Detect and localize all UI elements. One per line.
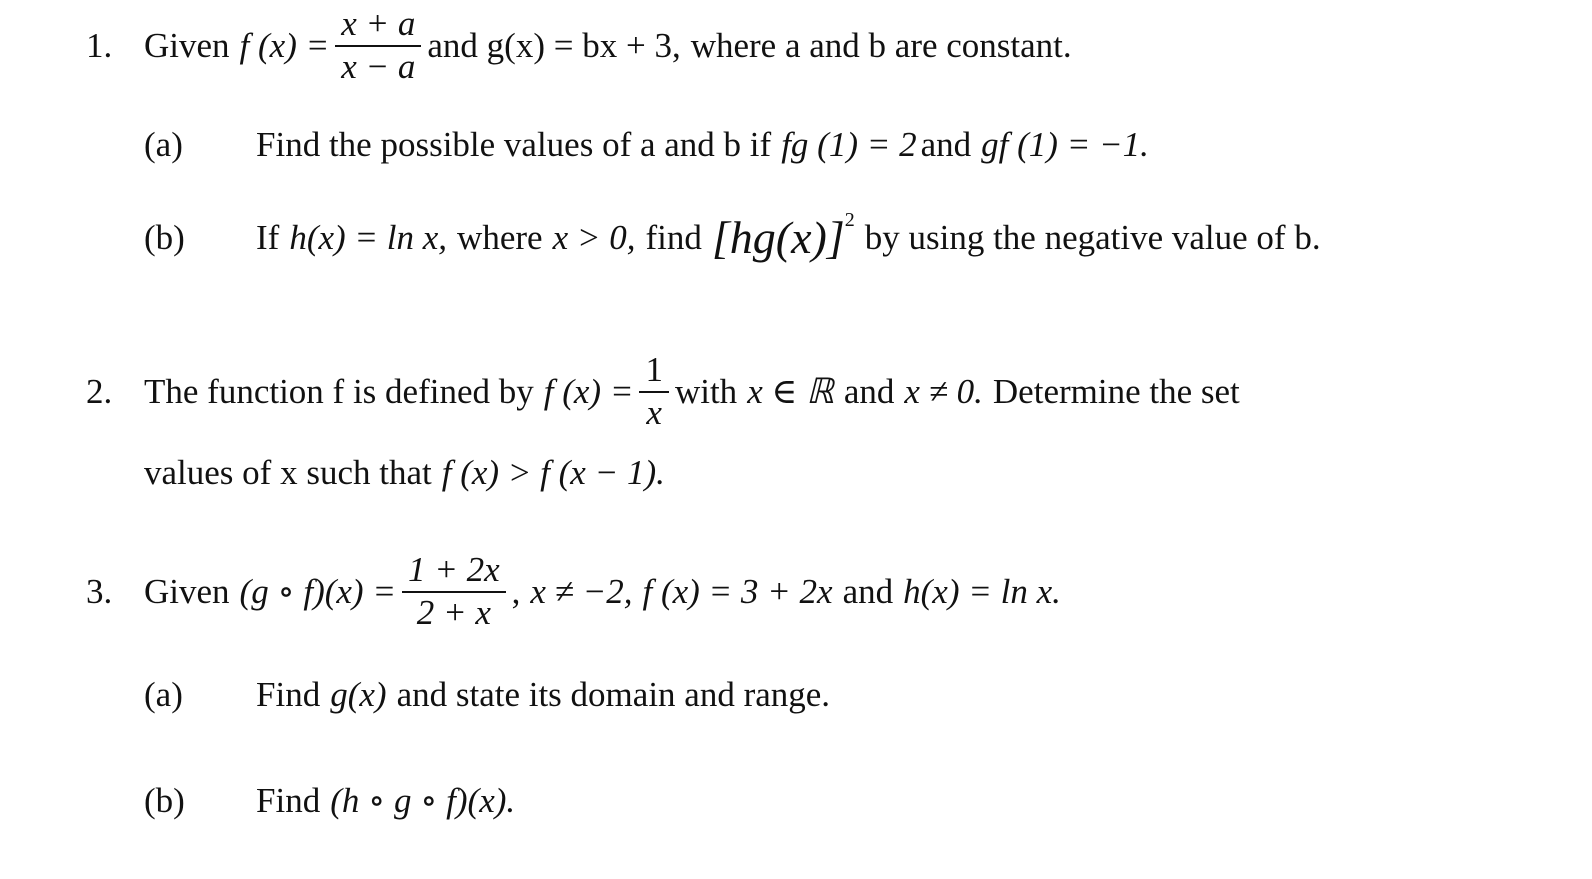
q2-text1: The function f is defined by xyxy=(144,372,534,411)
q2-and: and xyxy=(843,372,895,411)
q3-and: and xyxy=(842,572,894,611)
q2-number: 2. xyxy=(86,372,113,411)
q3b-find: Find xyxy=(256,781,321,820)
q2-line2 xyxy=(144,450,665,496)
q1-f-denominator: x − a xyxy=(341,47,416,86)
q1a-cond1: fg (1) = 2 xyxy=(781,125,917,164)
q3-line xyxy=(86,552,1061,632)
q2-f-numerator: 1 xyxy=(645,350,663,390)
q3-fdef: f (x) = 3 + 2x xyxy=(642,572,833,611)
q3b-line xyxy=(144,776,515,826)
q3a-expr: g(x) xyxy=(330,675,387,714)
q2-domain: x ∈ ℝ xyxy=(747,372,834,411)
q2-tail: Determine the set xyxy=(992,372,1240,411)
q3a-label: (a) xyxy=(144,675,183,714)
q2-with: with xyxy=(674,372,738,411)
q1b-line xyxy=(144,210,1321,266)
q2-f-lhs: f (x) = xyxy=(543,372,634,411)
q1a-text: Find the possible values of a and b if xyxy=(256,125,772,164)
q3-cond: x ≠ −2, xyxy=(530,572,633,611)
q3-number: 3. xyxy=(86,572,113,611)
q1b-find: find xyxy=(645,218,702,257)
q2-f-denominator: x xyxy=(646,393,662,432)
q1b-if: If xyxy=(256,218,280,257)
q1a-cond2: gf (1) = −1. xyxy=(981,125,1149,164)
q3b-label: (b) xyxy=(144,781,185,820)
q2-cond: x ≠ 0. xyxy=(904,372,983,411)
q3b-expr: (h ∘ g ∘ f)(x). xyxy=(330,781,516,820)
q2-line1 xyxy=(86,352,1240,432)
q1-number: 1. xyxy=(86,26,113,65)
q1a-line xyxy=(144,122,1149,168)
q1-f-numerator: x + a xyxy=(341,4,416,44)
q1b-cond: x > 0, xyxy=(552,218,636,257)
q3-hdef: h(x) = ln x. xyxy=(903,572,1061,611)
q1a-and: and xyxy=(920,125,972,164)
q3-fraction xyxy=(402,552,506,632)
q3-given: Given xyxy=(144,572,230,611)
q2-inequality: f (x) > f (x − 1). xyxy=(441,453,665,492)
q1a-label: (a) xyxy=(144,125,183,164)
q3-denominator: 2 + x xyxy=(416,593,491,632)
q1-tail: where a and b are constant. xyxy=(690,26,1072,65)
q1-f-fraction xyxy=(335,6,421,86)
q3a-line xyxy=(144,670,830,720)
q1b-where: where xyxy=(457,218,543,257)
q3-numerator: 1 + 2x xyxy=(407,550,500,590)
q1-given: Given xyxy=(144,26,230,65)
q1b-power: 2 xyxy=(844,208,855,231)
q3a-find: Find xyxy=(256,675,321,714)
q3a-tail: and state its domain and range. xyxy=(396,675,831,714)
q2-line2-text: values of x such that xyxy=(144,453,432,492)
q1b-expr: [hg(x)] xyxy=(711,212,845,263)
q3-lhs: (g ∘ f)(x) = xyxy=(239,572,396,611)
q1-line xyxy=(86,4,1072,86)
q1b-hdef: h(x) = ln x, xyxy=(289,218,448,257)
q1b-label: (b) xyxy=(144,218,185,257)
q1b-tail: by using the negative value of b. xyxy=(864,218,1321,257)
q1-g-def: and g(x) = bx + 3, xyxy=(427,26,681,65)
q1-f-lhs: f (x) = xyxy=(239,26,330,65)
q2-f-fraction xyxy=(639,352,669,432)
q3-comma: , xyxy=(511,572,521,611)
